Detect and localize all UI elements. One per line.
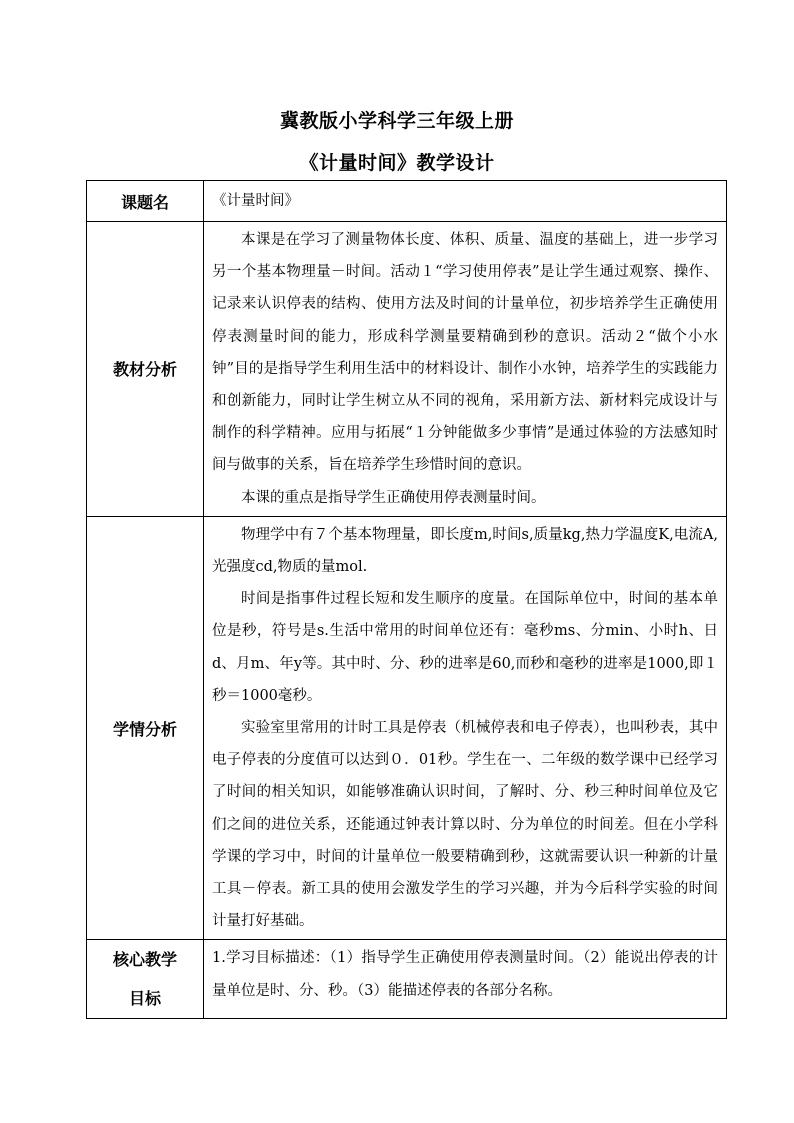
table-row (87, 516, 727, 940)
table-row (87, 940, 727, 1019)
row-label-core-goals (87, 940, 204, 1019)
label-line: 核心教学 (112, 950, 177, 970)
table-row (87, 222, 727, 517)
row-content-core-goals (204, 940, 727, 1019)
row-label-student-analysis: 学情分析 (87, 516, 204, 940)
row-label-material-analysis: 教材分析 (87, 222, 204, 517)
row-content-topic (204, 181, 727, 222)
document-title: 冀教版小学科学三年级上册 (279, 110, 514, 132)
paragraph: 1.学习目标描述：（1）指导学生正确使用停表测量时间。（2）能说出停表的计量单位是时、分、秒。（3）能描述停表的各部分名称。 (212, 950, 718, 999)
label-line: 目标 (128, 989, 161, 1009)
paragraph: 本课是在学习了测量物体长度、体积、质量、温度的基础上，进一步学习另一个基本物理量－时间。活动１“学习使用停表”是让学生通过观察、操作、记录来认识停表的结构、使用方法及时间的计量单位，初步培养学生正确使用停表测量时间的能力，形成科学测量要精确到秒的意识。活动２“做个小水钟”目的是指导学生利用生活中的材料设计、制作小水钟，培养学生的实践能力和创新能力，同时让学生树立从不同的视角，采用新方法、新材料完成设计与制作的科学精神。应用与拓展“１分钟能做多少事情”是通过体验的方法感知时间与做事的关系，旨在培养学生珍惜时间的意识。 (212, 232, 718, 474)
paragraph: 实验室里常用的计时工具是停表（机械停表和电子停表），也叫秒表，其中电子停表的分度值可以达到０．01秒。学生在一、二年级的数学课中已经学习了时间的相关知识，如能够准确认识时间，了解时、分、秒三种时间单位及它们之间的进位关系，还能通过钟表计算以时、分为单位的时间差。但在小学科学课的学习中，时间的计量单位一般要精确到秒，这就需要认识一种新的计量工具－停表。新工具的使用会激发学生的学习兴趣，并为今后科学实验的时间计量打好基础。 (212, 720, 718, 930)
row-content-material-analysis (204, 222, 727, 517)
paragraph: 《计量时间》 (212, 192, 299, 209)
paragraph: 时间是指事件过程长短和发生顺序的度量。在国际单位中，时间的基本单位是秒，符号是s.生活中常用的时间单位还有：毫秒ms、分min、小时h、日d、月m、年y等。其中时、分、秒的进率是60,而秒和毫秒的进率是1000,即１秒＝1000毫秒。 (212, 591, 718, 704)
paragraph: 物理学中有７个基本物理量，即长度m,时间s,质量kg,热力学温度K,电流A,光强度cd,物质的量mol. (212, 526, 718, 576)
lesson-design-table (86, 180, 727, 1019)
paragraph: 本课的重点是指导学生正确使用停表测量时间。 (241, 489, 546, 506)
document-subtitle: 《计量时间》教学设计 (299, 152, 495, 174)
row-content-student-analysis (204, 516, 727, 940)
row-label-topic: 课题名 (87, 181, 204, 222)
table-row (87, 181, 727, 222)
